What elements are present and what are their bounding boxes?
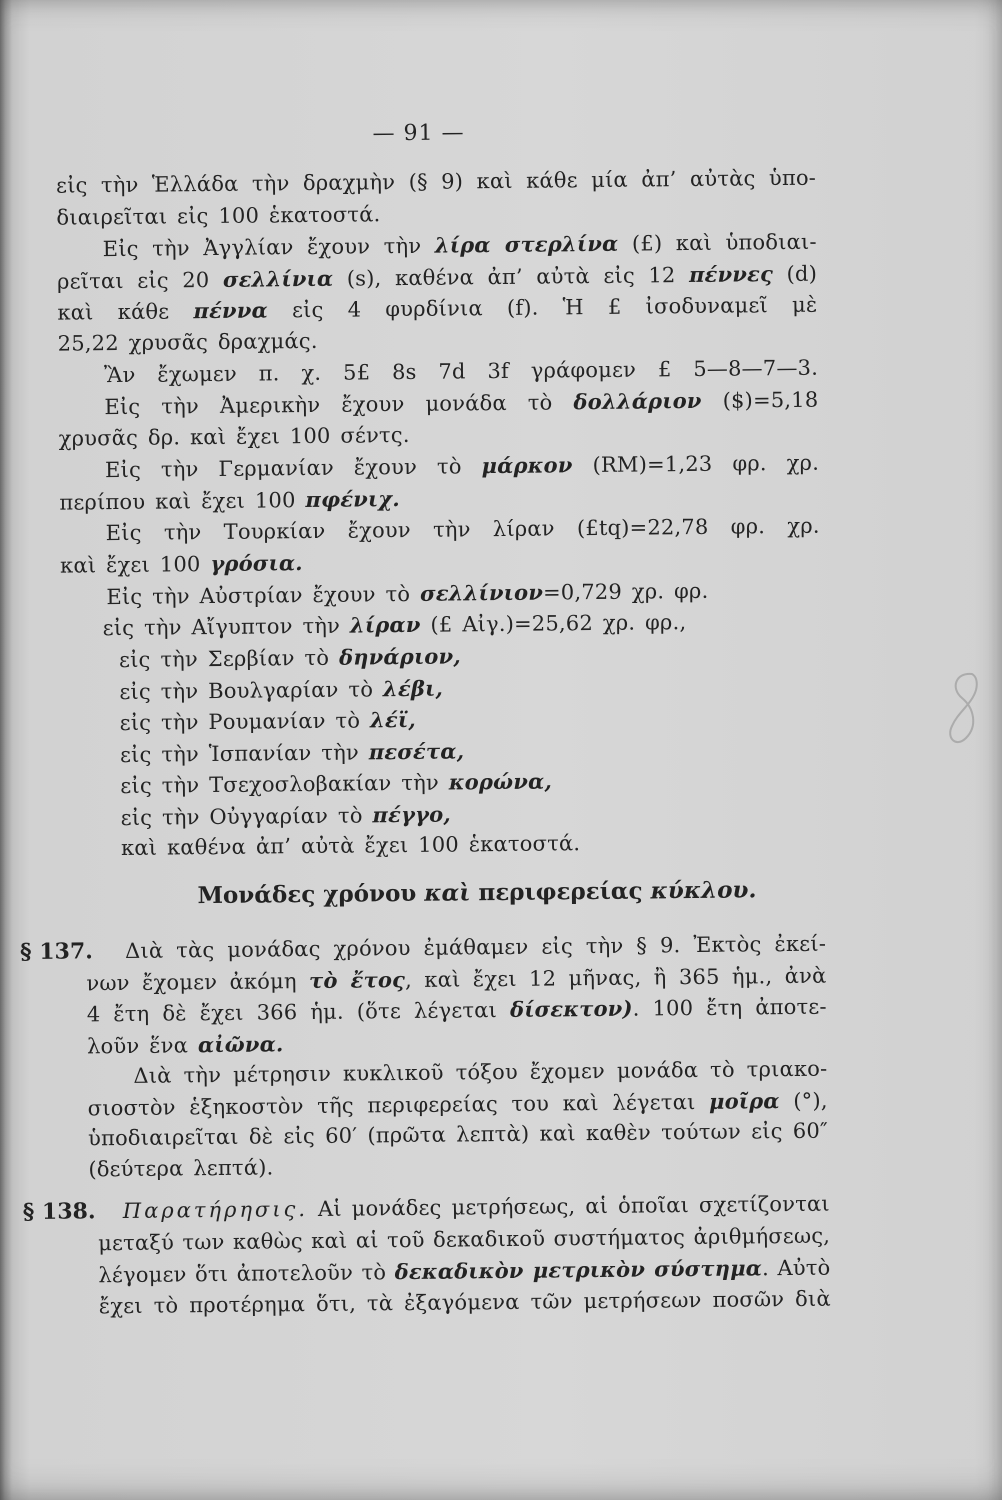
- emphasized-term: λέϊ,: [369, 706, 416, 733]
- text-run: ἔχει τὸ προτέρημα ὅτι, τὰ ἐξαγόμενα τῶν μετρήσεων ποσῶν διὰ: [98, 1286, 831, 1319]
- emphasized-term: κορώνα,: [448, 768, 553, 795]
- text-run: εἰς τὴν Ἱσπανίαν τὴν: [119, 740, 369, 767]
- text-run: εἰς 4 φυρδίνια (f). Ἡ £ ἰσοδυναμεῖ μὲ: [267, 293, 818, 323]
- text-line: [88, 1147, 828, 1186]
- text-run: (RM)=1,23 φρ. χρ.: [572, 450, 820, 478]
- emphasized-term: πέγγο,: [372, 801, 451, 828]
- text-run: εἰς τὴν Ἑλλάδα τὴν δραχμὴν (§ 9) καὶ κάθε μία ἀπ’ αὐτὰς ὑπο-: [55, 165, 817, 198]
- emphasized-term: δίσεκτον): [509, 996, 633, 1023]
- text-run: , καὶ ἔχει 12 μῆνας, ἢ 365 ἡμ., ἀνὰ: [404, 963, 827, 993]
- emphasized-term: λίρα στερλίνα: [434, 230, 619, 258]
- emphasized-term: πεσέτα,: [368, 738, 465, 765]
- emphasized-term: σελλίνια: [222, 265, 334, 292]
- text-run: ($)=5,18: [701, 387, 819, 414]
- text-run: εἰς τὴν Σερβίαν τὸ: [118, 645, 340, 672]
- emphasized-term: πέννες: [688, 260, 774, 287]
- text-run: Εἰς τὴν Ἀγγλίαν ἔχουν τὴν: [102, 233, 435, 262]
- text-run: Αἱ μονάδες μετρήσεως, αἱ ὁποῖαι σχετίζονται: [307, 1191, 830, 1222]
- text-run: . Αὐτὸ: [761, 1255, 831, 1281]
- text-run: περίπου καὶ ἔχει 100: [59, 487, 306, 515]
- emphasized-term: γρόσια.: [210, 550, 303, 577]
- section-heading: [197, 870, 797, 916]
- emphasized-term: σελλίνιον: [419, 579, 544, 606]
- text-run: Εἰς τὴν Γερμανίαν ἔχουν τὸ: [104, 454, 482, 483]
- text-run: Διὰ τὰς μονάδας χρόνου ἐμάθαμεν εἰς τὴν § 9. Ἐκτὸς ἐκεί-: [124, 931, 827, 963]
- spaced-term: Παρατήρησις.: [122, 1197, 309, 1223]
- text-run: Ἂν ἔχωμεν π. χ. 5£ 8s 7d 3f γράφομεν £ 5—8—7—3.: [103, 355, 819, 387]
- text-run: Εἰς τὴν Ἀμερικὴν ἔχουν μονάδα τὸ: [104, 390, 574, 420]
- emphasized-term: δεκαδικὸν μετρικὸν σύστημα: [394, 1255, 763, 1285]
- emphasized-term: αἰῶνα.: [197, 1030, 284, 1057]
- emphasized-term: πέννα: [193, 297, 269, 324]
- text-run: εἰς τὴν Ρουμανίαν τὸ: [119, 708, 371, 736]
- text-run: καὶ καθένα ἀπ’ αὐτὰ ἔχει 100 ἑκατοστά.: [120, 831, 581, 861]
- emphasized-term: λέβι,: [382, 675, 444, 701]
- emphasized-term: μοῖρα: [708, 1088, 780, 1114]
- emphasized-term: δηνάριον,: [338, 643, 461, 670]
- heading-part: κύκλου.: [650, 876, 757, 905]
- text-line: [99, 1284, 831, 1323]
- text-run: εἰς τὴν Βουλγαρίαν τὸ: [119, 676, 384, 704]
- text-run: νων ἔχομεν ἀκόμη: [86, 969, 310, 996]
- text-run: χρυσᾶς δρ. καὶ ἔχει 100 σέντς.: [58, 422, 410, 451]
- text-run: ὑποδιαιρεῖται δὲ εἰς 60′ (πρῶτα λεπτὰ) καὶ καθὲν τούτων εἰς 60″: [87, 1118, 829, 1151]
- text-run: μεταξύ των καθὼς καὶ αἱ τοῦ δεκαδικοῦ συστήματος ἀριθμήσεως,: [98, 1223, 831, 1255]
- heading-part: Μονάδες χρόνου: [197, 879, 425, 910]
- text-run: . 100 ἔτη ἀποτε-: [632, 994, 827, 1022]
- text-run: διαιρεῖται εἰς 100 ἑκατοστά.: [56, 201, 381, 230]
- text-run: Εἰς τὴν Τουρκίαν ἔχουν τὴν λίραν (£tq)=22,78 φρ. χρ.: [105, 513, 820, 545]
- text-run: (s), καθένα ἀπ’ αὐτὰ εἰς 12: [333, 262, 690, 291]
- emphasized-term: τὸ ἔτος: [308, 967, 406, 994]
- text-run: καὶ κάθε: [57, 299, 194, 325]
- text-run: εἰς τὴν Οὐγγαρίαν τὸ: [120, 803, 373, 830]
- pencil-mark: [938, 668, 990, 752]
- text-run: Εἰς τὴν Αὐστρίαν ἔχουν τὸ: [106, 581, 421, 609]
- text-run: ρεῖται εἰς 20: [56, 267, 224, 294]
- text-run: =0,729 χρ. φρ.: [542, 578, 709, 605]
- section-number-137: § 137.: [19, 938, 93, 966]
- emphasized-term: λίραν: [349, 612, 421, 638]
- text-run: σιοστὸν ἑξηκοστὸν τῆς περιφερείας του καὶ λέγεται: [87, 1089, 710, 1121]
- section-number-138: § 138.: [22, 1198, 96, 1226]
- text-run: (d): [772, 261, 818, 286]
- section-137-text: [86, 929, 829, 1186]
- emphasized-term: δολλάριον: [573, 388, 702, 415]
- emphasized-term: πφένιχ.: [305, 485, 401, 512]
- text-run: 4 ἔτη δὲ ἔχει 366 ἡμ. (ὅτε λέγεται: [86, 998, 511, 1027]
- text-run: λοῦν ἕνα: [86, 1032, 199, 1058]
- text-run: Διὰ τὴν μέτρησιν κυκλικοῦ τόξου ἔχομεν μονάδα τὸ τριακο-: [133, 1056, 828, 1088]
- text-run: 25,22 χρυσᾶς δραχμάς.: [57, 328, 318, 356]
- text-run: (δεύτερα λεπτά).: [88, 1155, 274, 1182]
- text-run: εἰς τὴν Τσεχοσλοβακίαν τὴν: [120, 770, 449, 799]
- text-run: λέγομεν ὅτι ἀποτελοῦν τὸ: [98, 1260, 395, 1288]
- text-run: (£) καὶ ὑποδιαι-: [618, 229, 817, 256]
- emphasized-term: μάρκον: [481, 452, 573, 479]
- page-number: — 91 —: [372, 120, 465, 147]
- section-138-text: [98, 1189, 831, 1323]
- heading-part: καὶ: [424, 879, 471, 907]
- heading-part: περιφερείας: [470, 877, 651, 907]
- currency-units-text: [56, 163, 823, 866]
- text-line: [63, 826, 823, 866]
- text-run: (°),: [779, 1088, 828, 1114]
- text-run: (£ Αἰγ.)=25,62 χρ. φρ.,: [420, 610, 687, 638]
- text-run: καὶ ἔχει 100: [59, 552, 211, 578]
- text-run: εἰς τὴν Αἴγυπτον τὴν: [102, 613, 351, 641]
